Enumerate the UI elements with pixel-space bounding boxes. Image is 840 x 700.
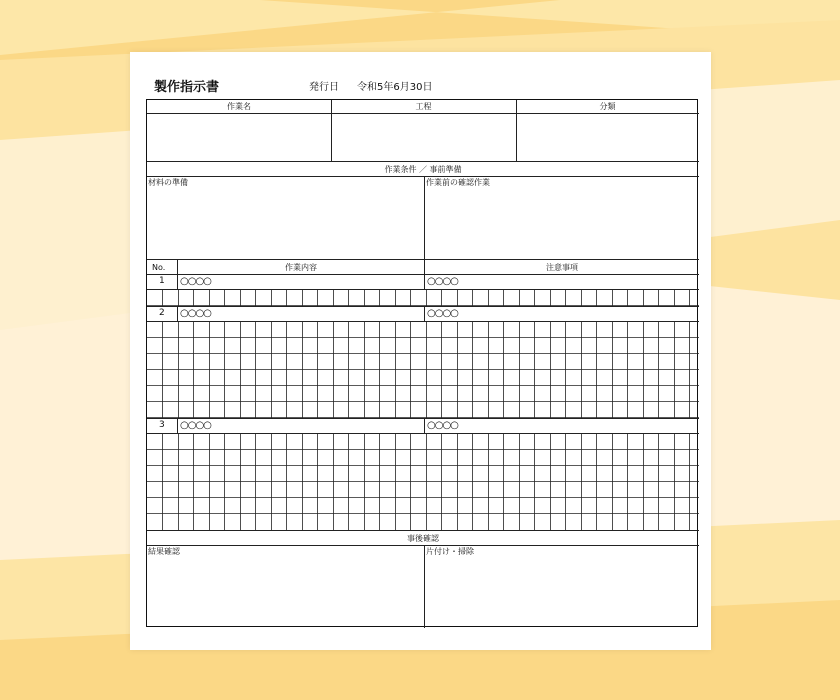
cleanup-label: 片付け・掃除 bbox=[426, 547, 474, 556]
step-2-content: ○○○○ bbox=[180, 308, 211, 319]
post-check-title: 事後確認 bbox=[407, 534, 439, 543]
steps-header-no: No. bbox=[152, 263, 166, 272]
step-3-content: ○○○○ bbox=[180, 420, 211, 431]
steps-header-content: 作業内容 bbox=[285, 263, 317, 272]
instruction-form bbox=[146, 99, 698, 627]
col-header-category: 分類 bbox=[599, 102, 616, 111]
step-3-grid bbox=[147, 433, 699, 530]
conditions-title: 作業条件 ／ 事前準備 bbox=[384, 165, 462, 174]
step-1-notes: ○○○○ bbox=[427, 276, 458, 287]
col-header-process: 工程 bbox=[415, 102, 432, 111]
step-2-notes: ○○○○ bbox=[427, 308, 458, 319]
step-1-grid bbox=[147, 289, 699, 307]
document-title: 製作指示書 bbox=[154, 80, 220, 95]
step-3-notes: ○○○○ bbox=[427, 420, 458, 431]
step-2-no: 2 bbox=[159, 308, 165, 318]
step-3-no: 3 bbox=[159, 420, 165, 430]
col-header-task-name: 作業名 bbox=[227, 102, 251, 111]
step-1-no: 1 bbox=[159, 276, 165, 286]
issue-date-value: 令和5年6月30日 bbox=[357, 82, 433, 93]
materials-prep-label: 材料の準備 bbox=[148, 178, 188, 187]
step-1-content: ○○○○ bbox=[180, 276, 211, 287]
steps-header-notes: 注意事項 bbox=[546, 263, 578, 272]
result-check-label: 結果確認 bbox=[148, 547, 180, 556]
issue-date-label: 発行日 bbox=[309, 82, 339, 93]
pre-check-label: 作業前の確認作業 bbox=[426, 178, 490, 187]
step-2-grid bbox=[147, 321, 699, 418]
